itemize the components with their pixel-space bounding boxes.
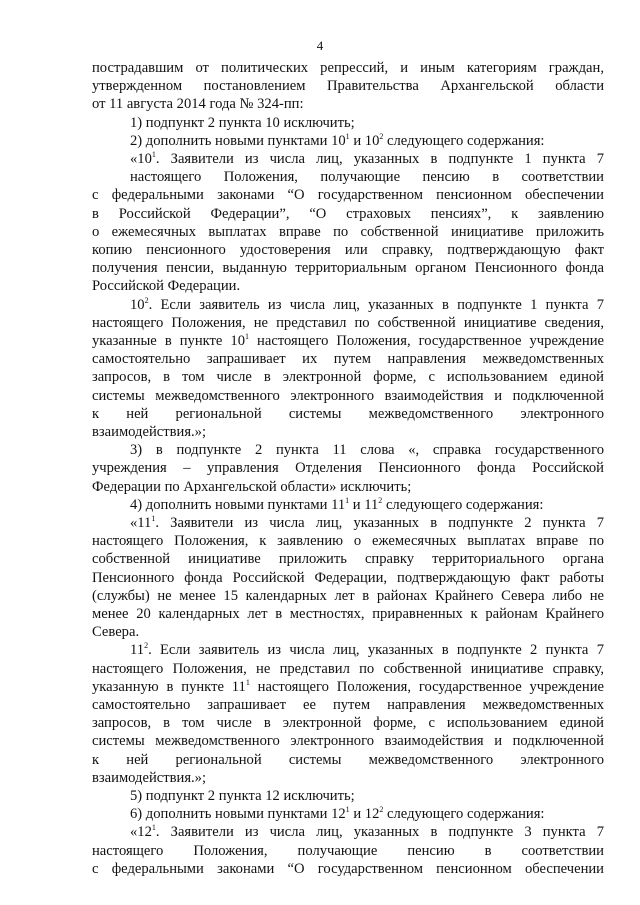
line-text: и 12 [349,806,380,823]
line-text: . Заявители из числа лиц, указанных в подпункте 1 пункта 7 [155,151,604,167]
superscript: 2 [379,131,384,141]
text-line [92,277,342,295]
text-line [92,259,604,277]
line-text: с федеральными законами “О государственном пенсионном обеспечении [92,860,604,877]
line-text: и 10 [349,132,380,149]
text-line [92,332,604,350]
text-line [92,205,604,223]
line-text: запросов, в том числе в электронной форме, с использованием единой [92,715,604,732]
text-line [92,95,604,113]
line-text: Российской Федерации. [92,278,241,295]
line-text: следующего содержания: [382,496,544,513]
line-text: настоящего Положения, государственное учреждение [249,678,605,695]
text-line [92,660,604,678]
line-text: копию пенсионного удостоверения или справку, подтверждающую факт [92,242,604,258]
superscript: 2 [379,805,384,815]
page-number: 4 [316,38,324,53]
superscript: 1 [151,823,156,833]
text-line [92,623,142,641]
line-text: Федерации по Архангельской области» исключить; [92,478,412,495]
text-line [92,587,604,605]
line-text: указанную в пункте 11 [92,678,246,695]
line-text: . Если заявитель из числа лиц, указанных в подпункте 2 пункта 7 [148,642,604,659]
superscript: 1 [151,514,156,524]
text-line [92,751,604,769]
text-line [92,860,604,878]
text-line [92,459,604,477]
text-line [130,787,390,805]
text-line [92,842,604,860]
superscript: 2 [378,495,383,505]
line-text: к ней региональной системы межведомственного электронного [92,405,604,422]
line-text: самостоятельно запрашивает ее путем направления межведомственных [92,697,604,713]
line-text: и 11 [349,496,379,513]
line-text: 4) дополнить новыми пунктами 11 [130,496,346,513]
line-text: Севера. [92,624,140,641]
text-line [130,150,604,168]
line-text: системы межведомственного электронного взаимодействия и подключенной [92,387,604,404]
text-line [92,223,604,241]
line-text: 6) дополнить новыми пунктами 12 [130,806,346,823]
text-line [130,805,560,823]
text-line [92,186,604,204]
superscript: 1 [245,677,250,687]
line-text: собственной инициативе приложить справку территориального органа [92,551,604,568]
line-text: настоящего Положения, получающие пенсию в соответствии [130,169,604,186]
line-text: с федеральными законами “О государственном пенсионном обеспечении [92,187,604,204]
line-text: . Заявители из числа лиц, указанных в подпункте 3 пункта 7 [155,824,604,841]
line-text: о ежемесячных выплатах вправе по собственной инициативе приложить [92,223,604,240]
line-text: следующего содержания: [383,806,545,823]
line-text: «12 [130,824,152,841]
line-text: «11 [130,515,152,531]
line-text: запросов, в том числе в электронной форме, с использованием единой [92,369,604,386]
text-line [92,696,604,714]
text-line [130,132,560,150]
text-line [92,314,604,332]
text-line [92,387,604,405]
line-text: 5) подпункт 2 пункта 12 исключить; [130,788,355,804]
text-line [92,769,282,787]
superscript: 1 [151,150,156,160]
line-text: Пенсионного фонда Российской Федерации, подтверждающую факт работы [92,569,604,586]
superscript: 1 [345,495,350,505]
text-line [130,168,604,186]
line-text: менее 20 календарных лет в местностях, приравненных к районам Крайнего [92,606,604,622]
text-line [92,368,604,386]
text-line [92,532,604,550]
text-line [92,732,604,750]
text-line [92,678,604,696]
line-text: (службы) не менее 15 календарных лет в районах Крайнего Севера либо не [92,587,604,604]
text-line [130,114,380,132]
text-line [92,605,604,623]
line-text: системы межведомственного электронного взаимодействия и подключенной [92,733,604,750]
line-text: от 11 августа 2014 года № 324-пп: [92,96,304,113]
text-line [92,59,604,77]
text-line [92,714,604,732]
line-text: . Если заявитель из числа лиц, указанных в подпункте 1 пункта 7 [148,296,604,313]
text-line [92,569,604,587]
text-line [130,514,604,532]
line-text: 1) подпункт 2 пункта 10 исключить; [130,114,355,131]
text-line [92,77,604,95]
line-text: пострадавшим от политических репрессий, и иным категориям граждан, [92,60,604,76]
line-text: взаимодействия.»; [92,769,207,786]
text-line [130,296,604,314]
superscript: 1 [245,332,250,342]
text-line [92,478,492,496]
text-line [92,550,604,568]
line-text: 3) в подпункте 2 пункта 11 слова «, справка государственного [130,442,604,459]
text-line [92,350,604,368]
superscript: 1 [345,805,350,815]
line-text: . Заявители из числа лиц, указанных в подпункте 2 пункта 7 [155,515,604,531]
line-text: самостоятельно запрашивает их путем направления межведомственных [92,351,604,368]
line-text: учреждения – управления Отделения Пенсионного фонда Российской [92,460,604,477]
line-text: 2) дополнить новыми пунктами 10 [130,132,346,149]
text-line [92,423,282,441]
text-line [130,823,604,841]
superscript: 1 [345,131,350,141]
text-line [92,405,604,423]
superscript: 2 [144,641,149,651]
text-line [130,641,604,659]
line-text: настоящего Положения, к заявлению о ежемесячных выплатах вправе по [92,533,604,550]
line-text: настоящего Положения, получающие пенсию в соответствии [92,842,604,859]
line-text: указанные в пункте 10 [92,333,246,349]
line-text: настоящего Положения, не представил по собственной инициативе сведения, [92,314,604,331]
line-text: к ней региональной системы межведомственного электронного [92,751,604,768]
line-text: следующего содержания: [383,132,545,149]
text-line [130,441,604,459]
line-text: получения пенсии, выданную территориальным органом Пенсионного фонда [92,260,604,277]
line-text: в Российской Федерации”, “О страховых пенсиях”, к заявлению [92,205,604,222]
line-text: 10 [130,296,145,313]
line-text: 11 [130,642,145,659]
line-text: утвержденном постановлением Правительства Архангельской области [92,78,604,95]
line-text: настоящего Положения, государственное учреждение [249,333,605,349]
superscript: 2 [144,295,149,305]
line-text: настоящего Положения, не представил по собственной инициативе справку, [92,660,604,677]
text-line [130,496,560,514]
line-text: «10 [130,151,152,167]
line-text: взаимодействия.»; [92,424,207,440]
text-line [92,241,604,259]
